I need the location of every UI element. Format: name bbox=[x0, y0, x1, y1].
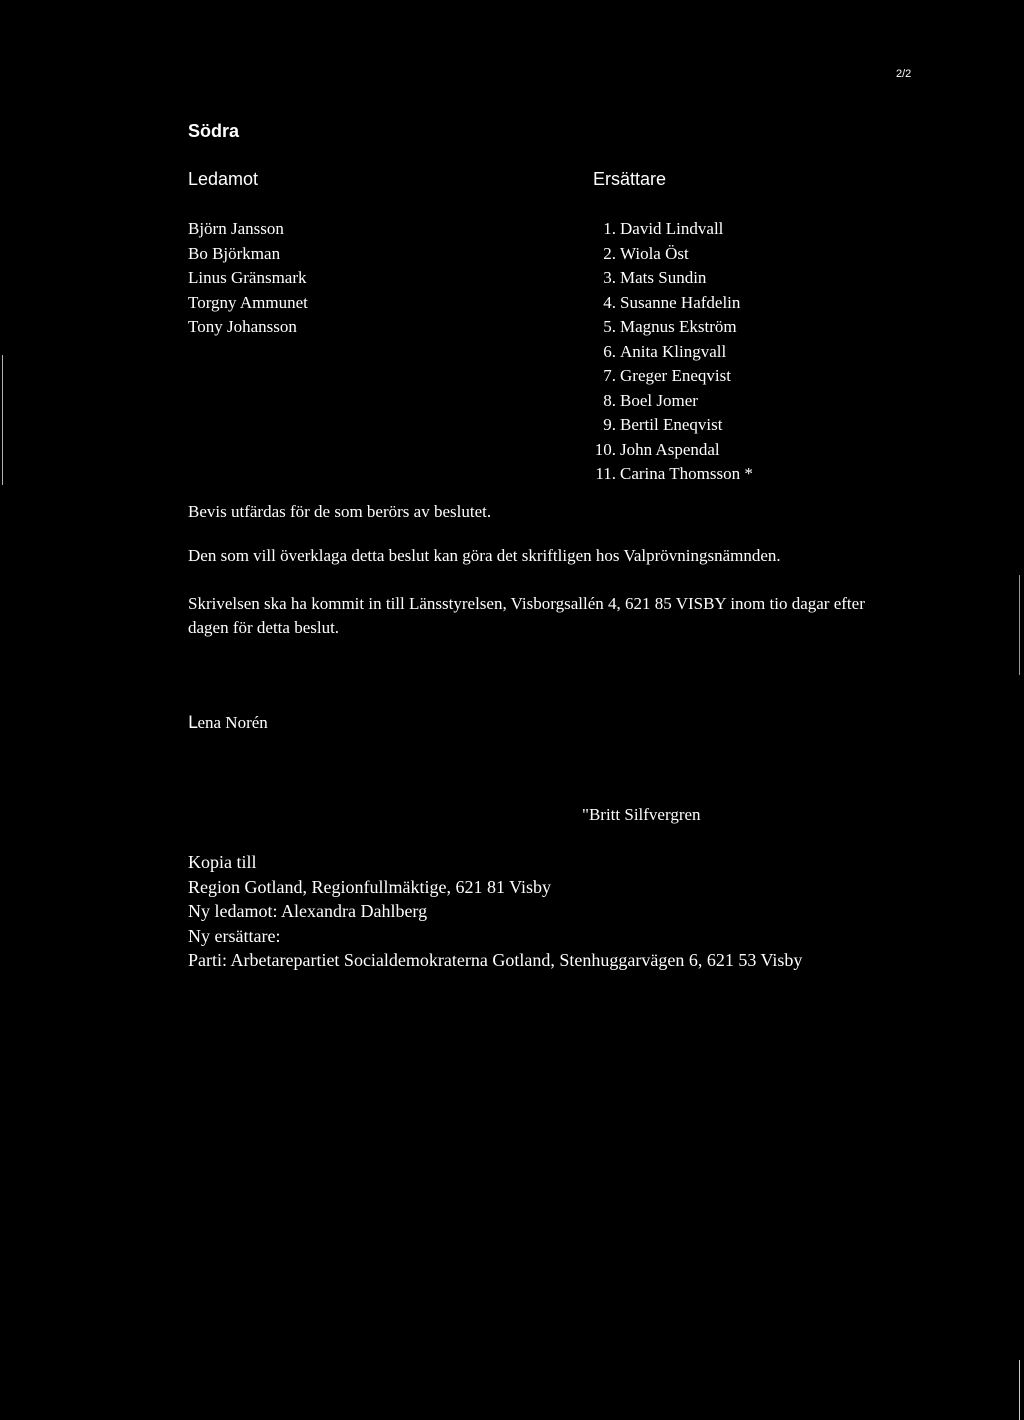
deputy-entry bbox=[588, 266, 753, 291]
deputy-entry bbox=[588, 364, 753, 389]
deputy-number: 7. bbox=[603, 366, 616, 385]
copies-new-member: Ny ledamot: Alexandra Dahlberg bbox=[188, 901, 428, 921]
deputy-name: Anita Klingvall bbox=[620, 341, 727, 361]
member-name: Linus Gränsmark bbox=[188, 268, 307, 287]
deputy-entry bbox=[588, 291, 753, 316]
deputy-entry bbox=[588, 389, 753, 414]
deputy-name: Greger Eneqvist bbox=[620, 366, 731, 385]
deputy-entry bbox=[588, 413, 753, 438]
submission-paragraph: Skrivelsen ska ha kommit in till Länsstyrelsen, Visborgsallén 4, 621 85 VISBY inom tio dagar efter dagen för detta beslut. bbox=[188, 594, 865, 637]
scan-edge-bottom-right bbox=[1019, 1360, 1020, 1420]
deputy-number: 6. bbox=[603, 341, 616, 361]
member-name: Bo Björkman bbox=[188, 243, 281, 263]
signature-first: ꓡena Norén bbox=[188, 713, 268, 732]
copies-new-deputy: Ny ersättare: bbox=[188, 925, 281, 946]
section-title: Södra bbox=[188, 121, 240, 141]
deputy-number: 4. bbox=[603, 292, 616, 312]
copies-recipient: Region Gotland, Regionfullmäktige, 621 81 Visby bbox=[188, 876, 552, 897]
certificate-paragraph: Bevis utfärdas för de som berörs av beslutet. bbox=[188, 502, 492, 521]
deputy-name: Susanne Hafdelin bbox=[620, 292, 741, 312]
members-heading: Ledamot bbox=[188, 169, 259, 189]
scan-edge-left bbox=[2, 355, 3, 485]
deputy-number: 5. bbox=[603, 317, 616, 336]
deputy-number: 10. bbox=[594, 439, 616, 459]
deputy-entry bbox=[588, 217, 753, 242]
deputies-heading: Ersättare bbox=[593, 169, 667, 189]
deputy-name: Boel Jomer bbox=[620, 390, 698, 410]
deputy-entry bbox=[588, 462, 753, 487]
deputy-number: 9. bbox=[603, 415, 616, 434]
deputy-number: 1. bbox=[603, 219, 616, 238]
deputy-entry bbox=[588, 242, 753, 267]
deputy-name: David Lindvall bbox=[620, 219, 724, 238]
member-name: Tony Johansson bbox=[188, 317, 297, 336]
copies-party: Parti: Arbetarepartiet Socialdemokraterna Gotland, Stenhuggarvägen 6, 621 53 Visby bbox=[188, 950, 803, 970]
deputy-entry bbox=[588, 438, 753, 463]
deputy-name: Bertil Eneqvist bbox=[620, 415, 723, 434]
deputy-entry bbox=[588, 340, 753, 365]
copies-block bbox=[188, 850, 802, 973]
deputy-number: 3. bbox=[603, 268, 616, 287]
member-name: Torgny Ammunet bbox=[188, 292, 308, 312]
deputy-name: Carina Thomsson * bbox=[620, 464, 753, 483]
deputy-entry bbox=[588, 315, 753, 340]
copies-heading: Kopia till bbox=[188, 852, 257, 872]
member-name: Björn Jansson bbox=[188, 219, 284, 238]
deputy-name: Magnus Ekström bbox=[620, 317, 737, 336]
scan-edge-right bbox=[1019, 575, 1020, 675]
appeal-paragraph: Den som vill överklaga detta beslut kan göra det skriftligen hos Valprövningsnämnden. bbox=[188, 546, 781, 565]
deputy-number: 11. bbox=[595, 464, 616, 483]
page-number: 2/2 bbox=[896, 68, 912, 80]
deputy-number: 2. bbox=[603, 243, 616, 263]
deputies-list bbox=[588, 217, 753, 487]
deputy-name: Wiola Öst bbox=[620, 243, 689, 263]
signature-second: "Britt Silfvergren bbox=[582, 805, 701, 824]
members-list bbox=[188, 217, 308, 340]
deputy-name: Mats Sundin bbox=[620, 268, 707, 287]
deputy-name: John Aspendal bbox=[620, 439, 720, 459]
deputy-number: 8. bbox=[603, 390, 616, 410]
